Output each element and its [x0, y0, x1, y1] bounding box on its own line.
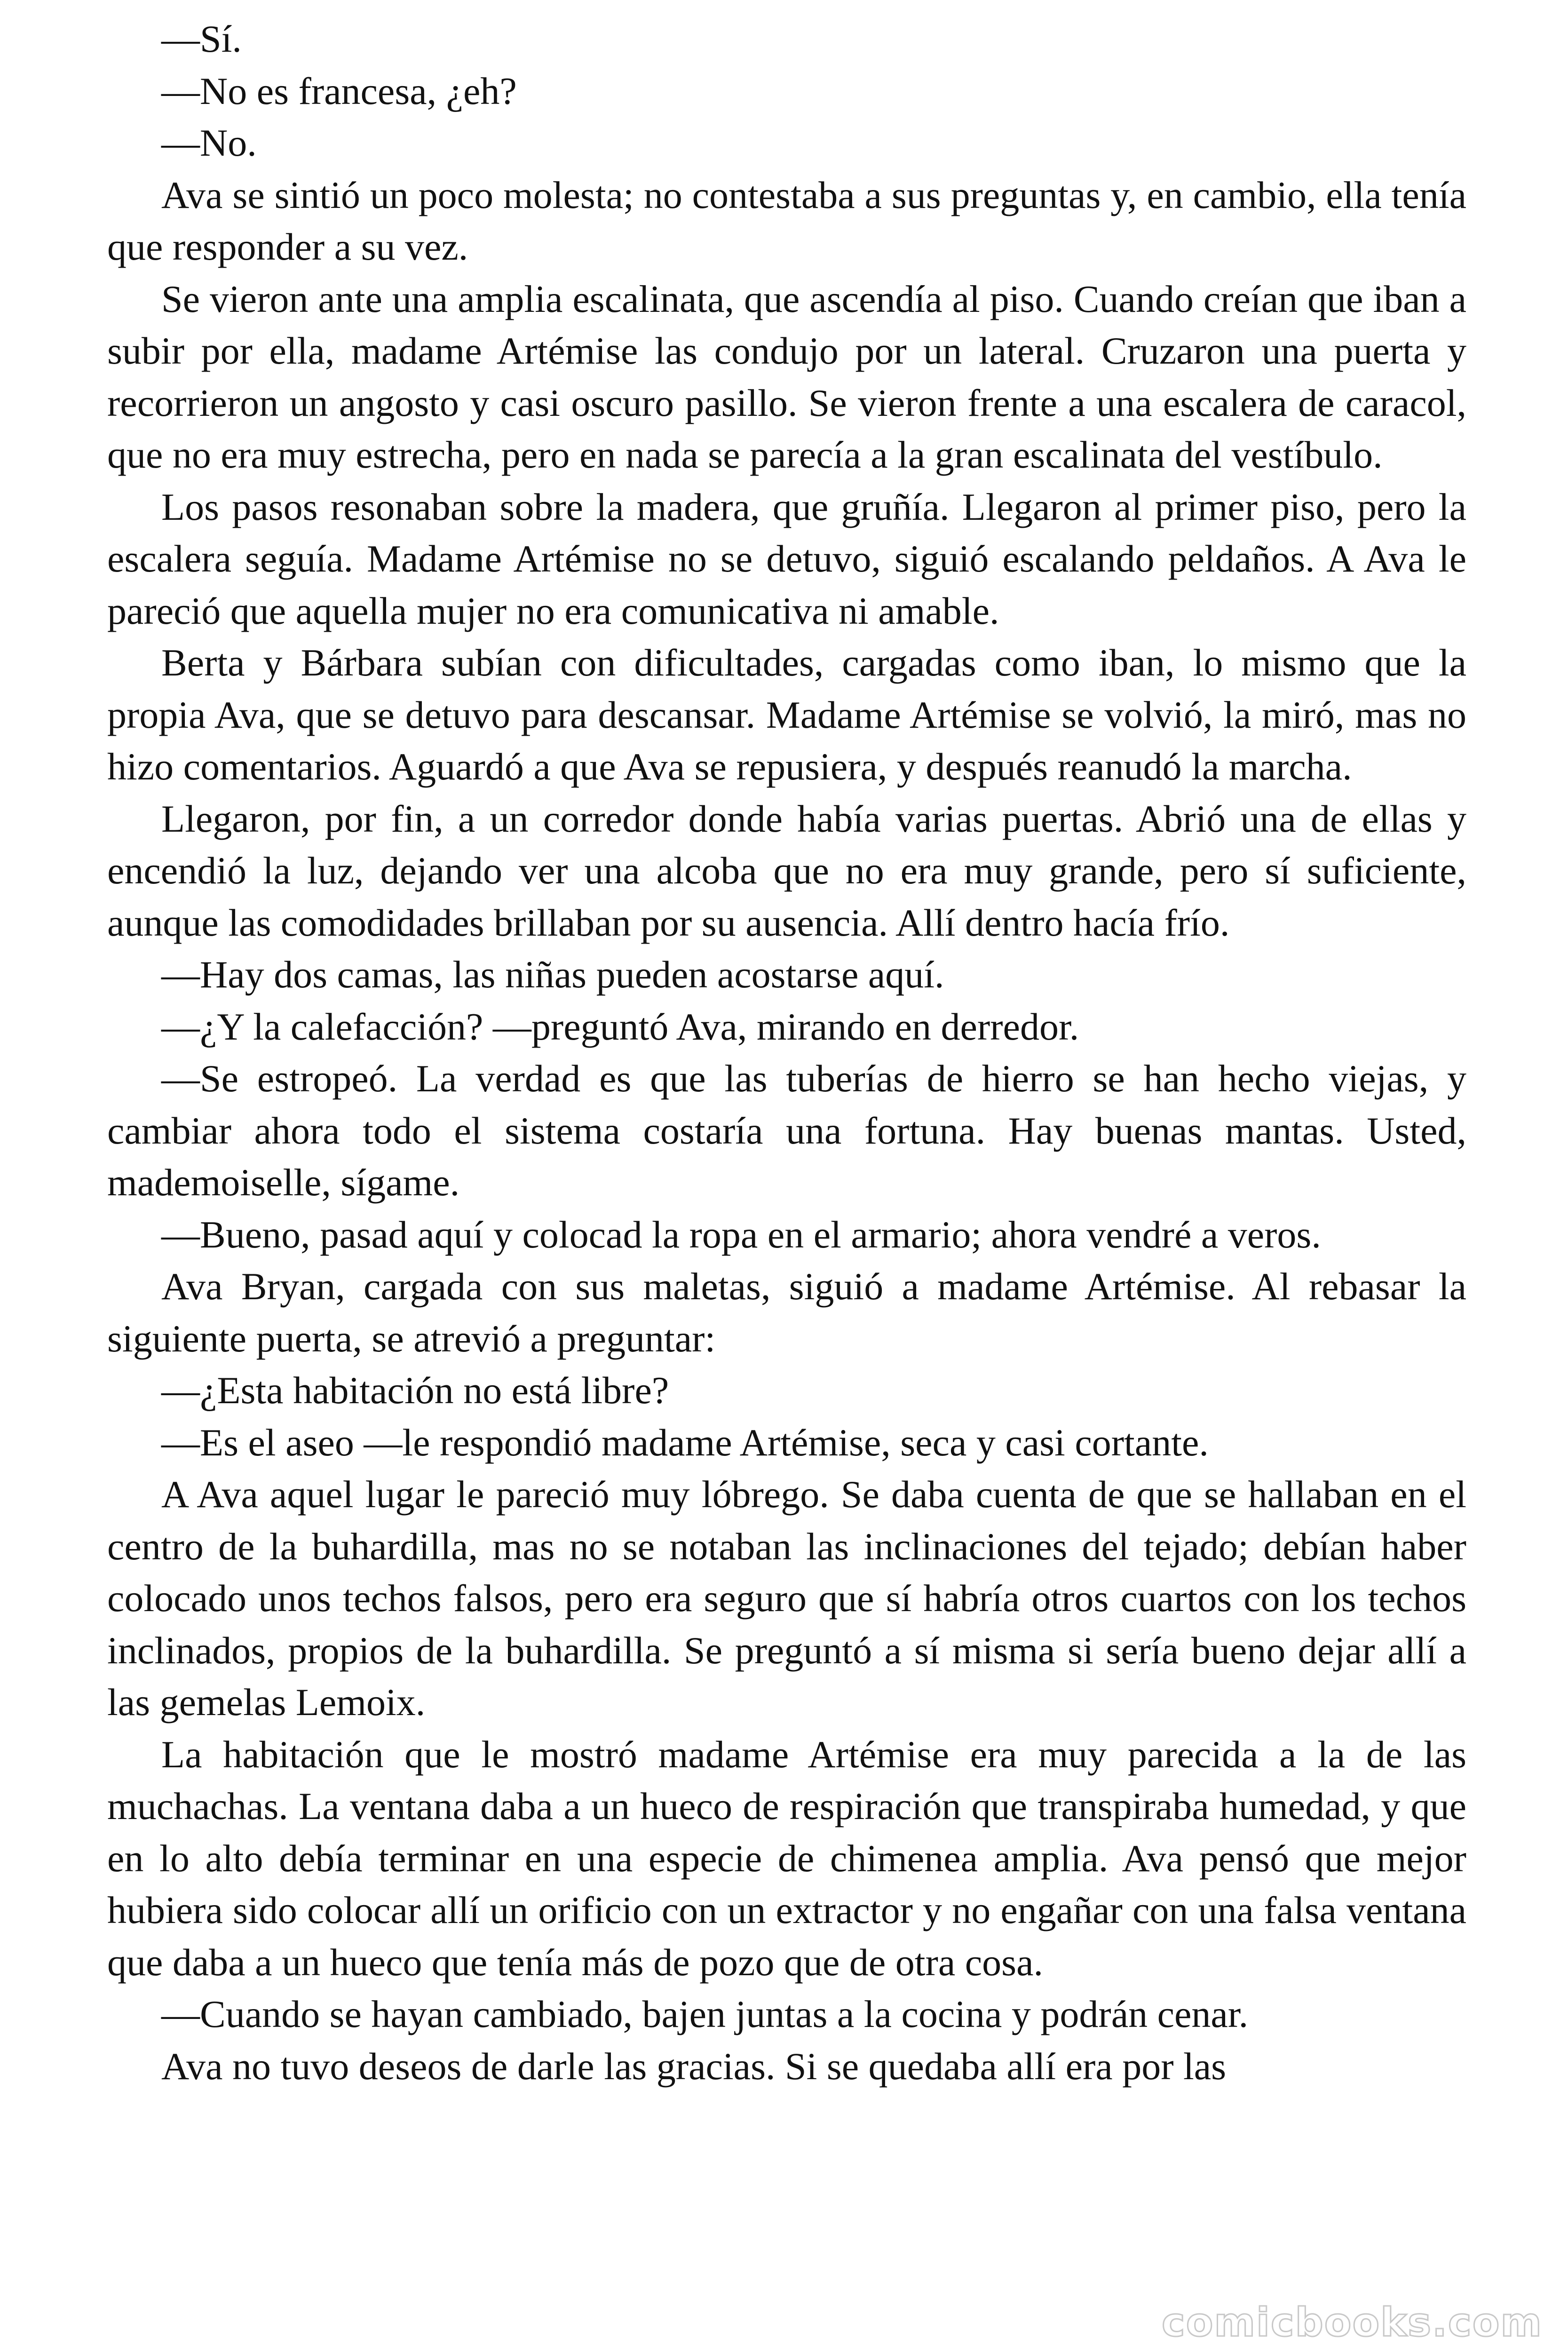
paragraph: Ava Bryan, cargada con sus maletas, siguió a madame Artémise. Al rebasar la siguiente puerta, se atrevió a preguntar:: [107, 1265, 1466, 1360]
paragraph: —No.: [161, 121, 257, 164]
paragraph: —Sí.: [161, 17, 242, 60]
paragraph: Los pasos resonaban sobre la madera, que gruñía. Llegaron al primer piso, pero la escalera seguía. Madame Artémise no se detuvo, siguió escalando peldaños. A Ava le pareció que aquella mujer no era comunicativa ni amable.: [107, 485, 1466, 632]
paragraph: Llegaron, por fin, a un corredor donde había varias puertas. Abrió una de ellas y encendió la luz, dejando ver una alcoba que no era muy grande, pero sí suficiente, aunque las comodidades brillaban por su ausencia. Allí dentro hacía frío.: [107, 797, 1466, 944]
watermark: comicbooks.com: [1162, 2299, 1543, 2345]
paragraph: Ava se sintió un poco molesta; no contestaba a sus preguntas y, en cambio, ella tenía que responder a su vez.: [107, 173, 1466, 268]
paragraph: —Cuando se hayan cambiado, bajen juntas a la cocina y podrán cenar.: [161, 1993, 1249, 2035]
paragraph: —Hay dos camas, las niñas pueden acostarse aquí.: [161, 953, 944, 996]
paragraph: —Es el aseo —le respondió madame Artémise, seca y casi cortante.: [161, 1421, 1209, 1464]
paragraph: —¿Y la calefacción? —preguntó Ava, mirando en derredor.: [161, 1005, 1079, 1048]
paragraph: —No es francesa, ¿eh?: [161, 69, 517, 112]
paragraph: —Se estropeó. La verdad es que las tuberías de hierro se han hecho viejas, y cambiar ahora todo el sistema costaría una fortuna. Hay buenas mantas. Usted, mademoiselle, sígame.: [107, 1057, 1466, 1204]
paragraph: La habitación que le mostró madame Artémise era muy parecida a la de las muchachas. La ventana daba a un hueco de respiración que transpiraba humedad, y que en lo alto debía terminar en una especie de chimenea amplia. Ava pensó que mejor hubiera sido colocar allí un orificio con un extractor y no engañar con una falsa ventana que daba a un hueco que tenía más de pozo que de otra cosa.: [107, 1732, 1466, 1984]
paragraph: —¿Esta habitación no está libre?: [161, 1369, 669, 1412]
paragraph: A Ava aquel lugar le pareció muy lóbrego. Se daba cuenta de que se hallaban en el centro de la buhardilla, mas no se notaban las inclinaciones del tejado; debían haber colocado unos techos falsos, pero era seguro que sí habría otros cuartos con los techos inclinados, propios de la buhardilla. Se preguntó a sí misma si sería bueno dejar allí a las gemelas Lemoix.: [107, 1473, 1466, 1724]
paragraph: Se vieron ante una amplia escalinata, que ascendía al piso. Cuando creían que iban a subir por ella, madame Artémise las condujo por un lateral. Cruzaron una puerta y recorrieron un angosto y casi oscuro pasillo. Se vieron frente a una escalera de caracol, que no era muy estrecha, pero en nada se parecía a la gran escalinata del vestíbulo.: [107, 277, 1466, 476]
paragraph: —Bueno, pasad aquí y colocad la ropa en el armario; ahora vendré a veros.: [161, 1213, 1321, 1256]
paragraph: Berta y Bárbara subían con dificultades, cargadas como iban, lo mismo que la propia Ava, que se detuvo para descansar. Madame Artémise se volvió, la miró, mas no hizo comentarios. Aguardó a que Ava se repusiera, y después reanudó la marcha.: [107, 641, 1466, 788]
paragraph: Ava no tuvo deseos de darle las gracias. Si se quedaba allí era por las: [161, 2044, 1227, 2088]
body-text: [107, 13, 1466, 2092]
